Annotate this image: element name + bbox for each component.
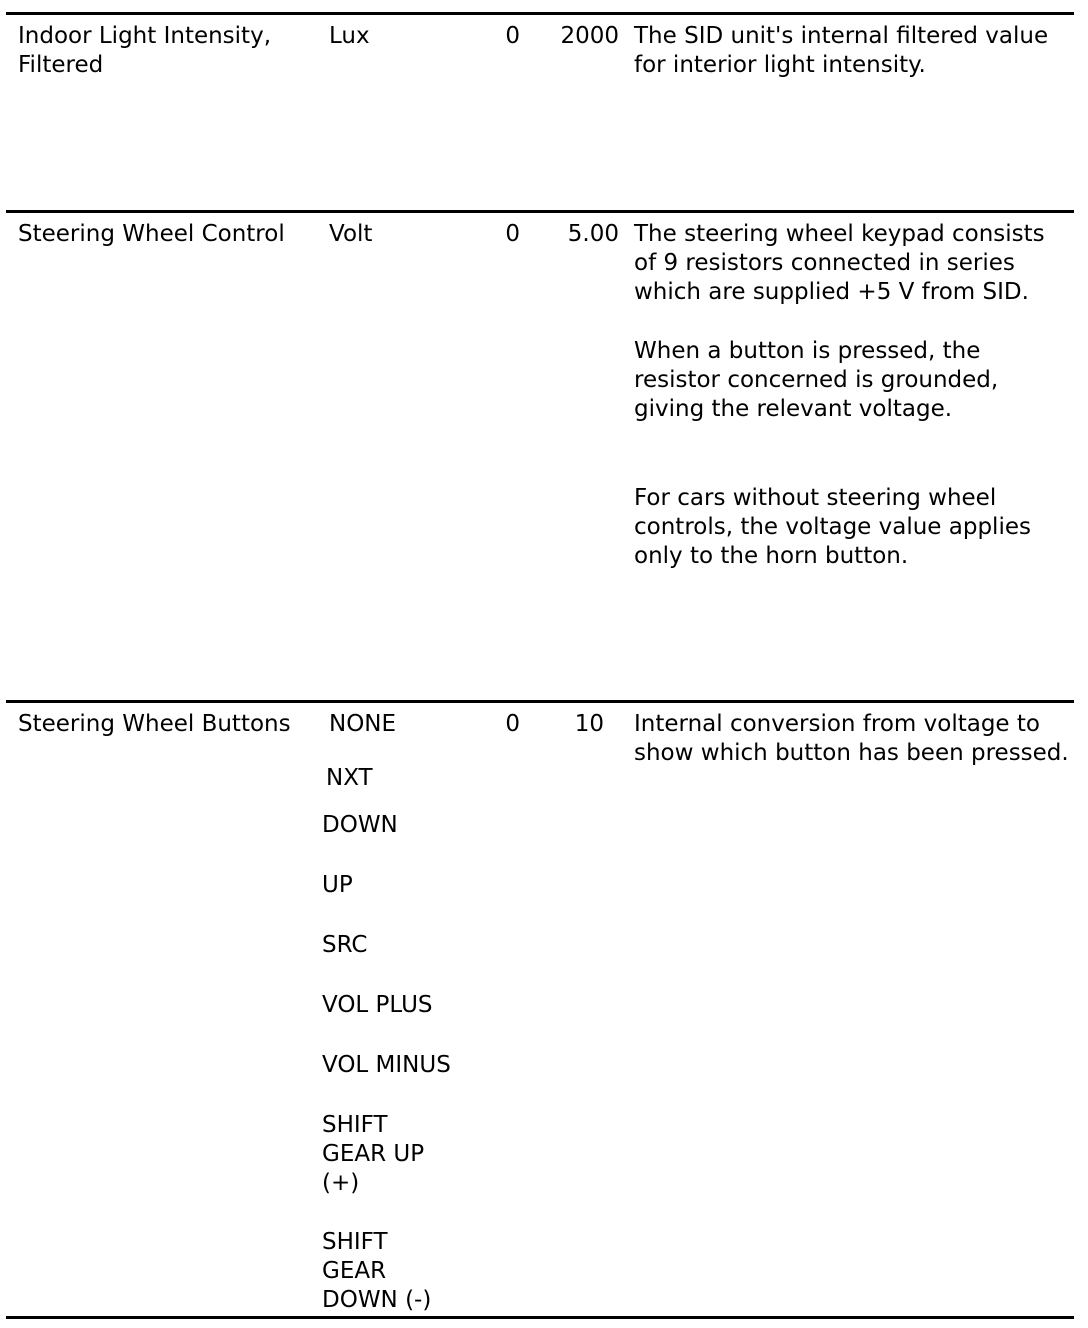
button-value: SRC [322, 932, 368, 958]
button-value: UP [322, 872, 353, 898]
button-value: SHIFT GEAR UP (+) [322, 1112, 425, 1196]
button-value: NXT [326, 765, 373, 791]
parameter-name: Steering Wheel Buttons [18, 711, 291, 737]
unit-value: Lux [329, 23, 370, 49]
button-value: NONE [329, 711, 397, 737]
min-value: 0 [505, 711, 520, 737]
max-value: 5.00 [567, 221, 619, 247]
description-text: The SID unit's internal filtered value for interior light intensity. [634, 23, 1049, 78]
max-value: 10 [574, 711, 604, 737]
description-text: Internal conversion from voltage to show which button has been pressed. [634, 711, 1069, 766]
unit-value: Volt [329, 221, 373, 247]
description-text: The steering wheel keypad consists of 9 resistors connected in series which are supplied +5 V from SID. [634, 221, 1045, 305]
row-divider [6, 700, 1074, 703]
table-top-rule [6, 12, 1074, 15]
button-value: SHIFT GEAR DOWN (-) [322, 1229, 432, 1313]
description-text: For cars without steering wheel controls, the voltage value applies only to the horn button. [634, 485, 1031, 569]
parameter-name: Steering Wheel Control [18, 221, 285, 247]
max-value: 2000 [560, 23, 619, 49]
table-bottom-rule [6, 1316, 1074, 1319]
parameter-name: Indoor Light Intensity, Filtered [18, 23, 271, 78]
description-text: When a button is pressed, the resistor concerned is grounded, giving the relevant voltage. [634, 338, 999, 422]
min-value: 0 [505, 221, 520, 247]
button-value: VOL MINUS [322, 1052, 451, 1078]
button-value: DOWN [322, 812, 398, 838]
row-divider [6, 210, 1074, 213]
min-value: 0 [505, 23, 520, 49]
button-value: VOL PLUS [322, 992, 433, 1018]
